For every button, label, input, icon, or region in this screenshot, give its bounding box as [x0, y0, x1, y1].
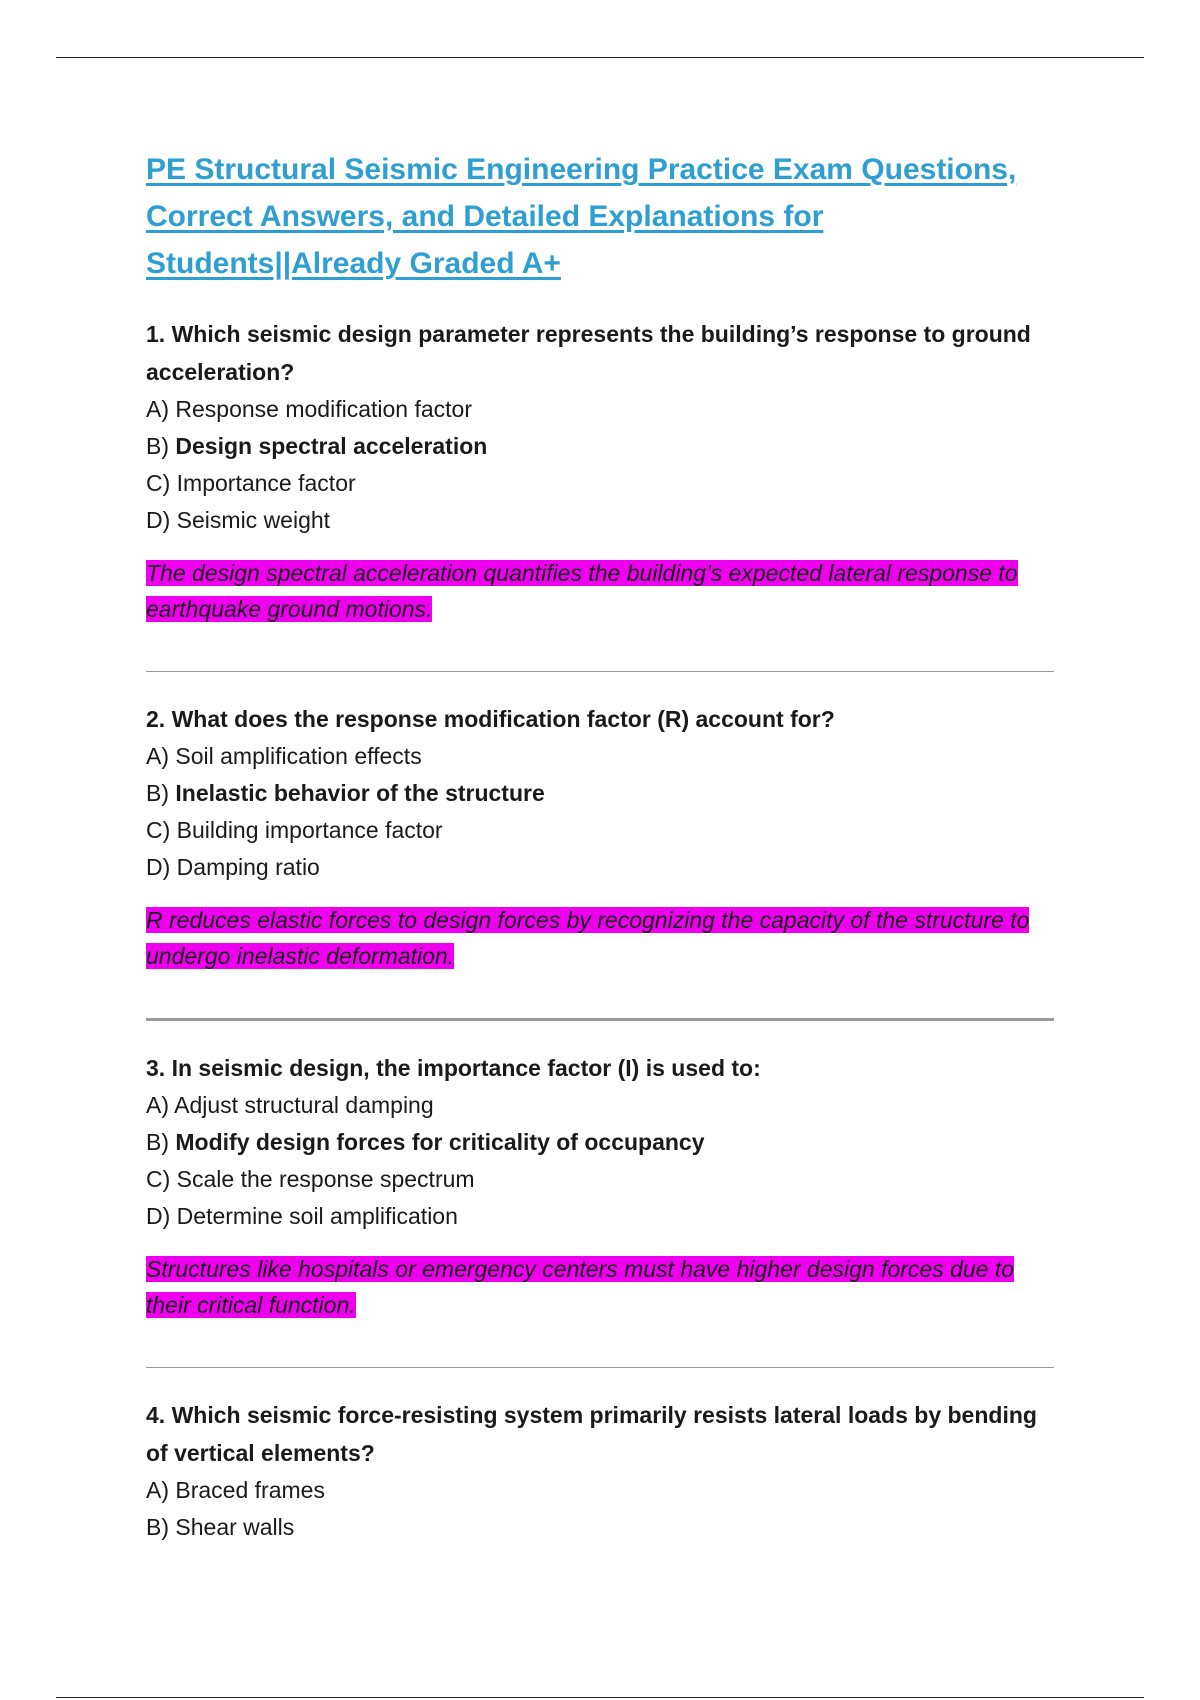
- option-d: [146, 502, 1060, 539]
- option-label: B): [146, 433, 169, 459]
- option-label: B): [146, 1514, 169, 1540]
- option-label: A): [146, 743, 169, 769]
- option-label: A): [146, 1092, 169, 1118]
- option-text: Seismic weight: [176, 507, 331, 533]
- option-label: D): [146, 854, 171, 880]
- option-a: [146, 1087, 1060, 1124]
- option-c: [146, 465, 1060, 502]
- document-body: [146, 146, 1060, 1546]
- explanation-highlight: The design spectral acceleration quantifies the building’s expected lateral response to earthquake ground motions.: [146, 560, 1018, 622]
- option-text: Response modification factor: [175, 396, 472, 422]
- explanation: [146, 902, 1060, 974]
- option-b-correct: [146, 428, 1060, 465]
- option-text: Braced frames: [175, 1477, 325, 1503]
- question-text: 4. Which seismic force-resisting system primarily resists lateral loads by bending of vertical elements?: [146, 1402, 1037, 1466]
- option-b-correct: [146, 775, 1060, 812]
- option-label: A): [146, 1477, 169, 1503]
- option-b: [146, 1509, 1060, 1546]
- option-c: [146, 812, 1060, 849]
- question-divider: [146, 1367, 1054, 1368]
- option-text: Shear walls: [175, 1514, 295, 1540]
- option-d: [146, 849, 1060, 886]
- question-block-1: [146, 315, 1060, 627]
- option-text: Soil amplification effects: [175, 743, 422, 769]
- option-label: D): [146, 1203, 171, 1229]
- question-divider: [146, 1018, 1054, 1021]
- question-block-3: [146, 1049, 1060, 1323]
- option-a: [146, 391, 1060, 428]
- page-top-rule: [56, 57, 1144, 58]
- question-text: 3. In seismic design, the importance factor (I) is used to:: [146, 1055, 761, 1081]
- explanation-highlight: Structures like hospitals or emergency centers must have higher design forces due to their critical function.: [146, 1256, 1015, 1318]
- option-d: [146, 1198, 1060, 1235]
- option-c: [146, 1161, 1060, 1198]
- option-label: A): [146, 396, 169, 422]
- correct-answer-text: Modify design forces for criticality of occupancy: [175, 1129, 705, 1155]
- option-label: C): [146, 1166, 171, 1192]
- option-label: B): [146, 780, 169, 806]
- option-b-correct: [146, 1124, 1060, 1161]
- correct-answer-text: Design spectral acceleration: [175, 433, 488, 459]
- option-label: C): [146, 470, 171, 496]
- question-block-2: [146, 700, 1060, 974]
- question-block-4: [146, 1396, 1060, 1546]
- explanation: [146, 555, 1060, 627]
- option-label: D): [146, 507, 171, 533]
- option-label: B): [146, 1129, 169, 1155]
- correct-answer-text: Inelastic behavior of the structure: [175, 780, 545, 806]
- document-title[interactable]: PE Structural Seismic Engineering Practice Exam Questions, Correct Answers, and Detailed Explanations for Students||Already Graded A+: [146, 153, 1017, 280]
- option-text: Damping ratio: [176, 854, 320, 880]
- option-text: Determine soil amplification: [176, 1203, 458, 1229]
- explanation-highlight: R reduces elastic forces to design forces by recognizing the capacity of the structure to undergo inelastic deformation.: [146, 907, 1030, 969]
- option-text: Building importance factor: [176, 817, 443, 843]
- option-label: C): [146, 817, 171, 843]
- explanation: [146, 1251, 1060, 1323]
- option-text: Scale the response spectrum: [176, 1166, 475, 1192]
- option-a: [146, 738, 1060, 775]
- option-a: [146, 1472, 1060, 1509]
- option-text: Importance factor: [176, 470, 356, 496]
- question-text: 2. What does the response modification factor (R) account for?: [146, 706, 835, 732]
- option-text: Adjust structural damping: [174, 1092, 434, 1118]
- question-divider: [146, 671, 1054, 672]
- question-text: 1. Which seismic design parameter represents the building’s response to ground acceleration?: [146, 321, 1031, 385]
- page-bottom-rule: [56, 1697, 1144, 1698]
